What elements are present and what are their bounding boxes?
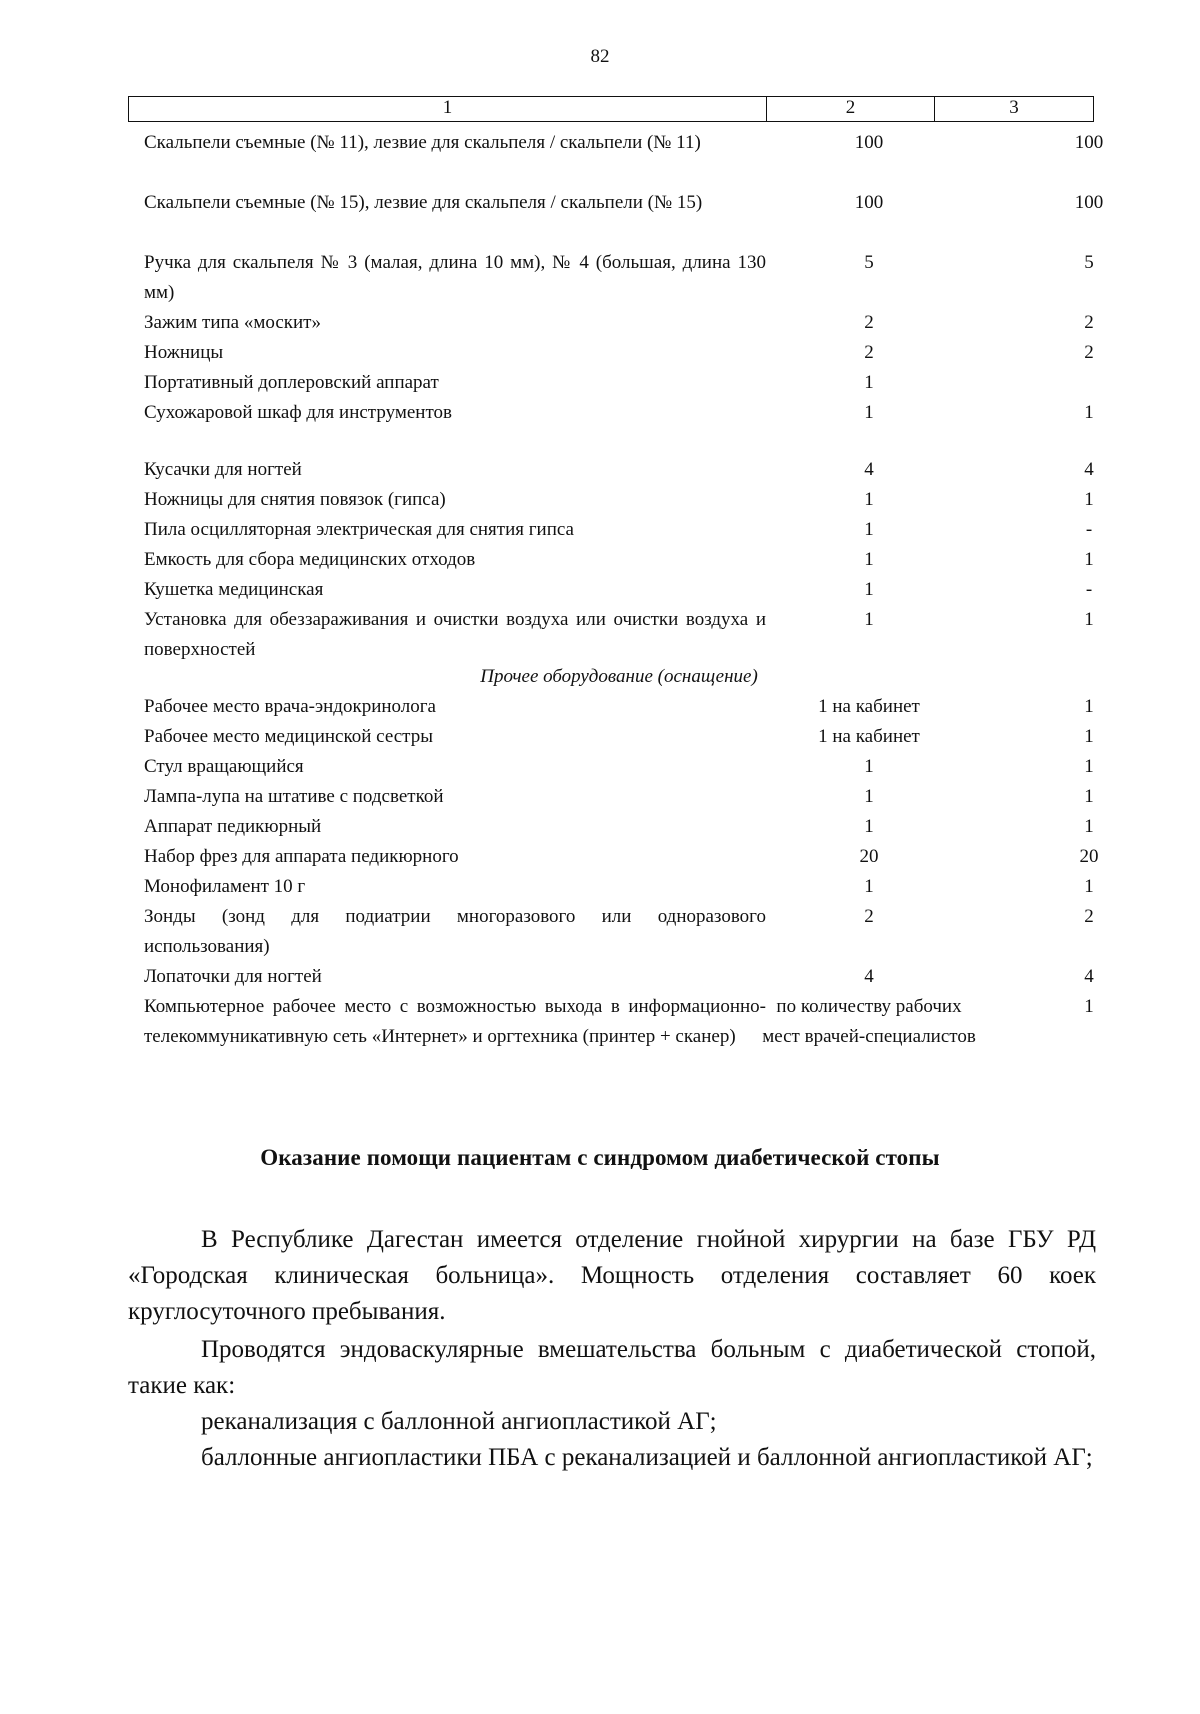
item-name: Сухожаровой шкаф для инструментов [144,402,452,423]
item-qty-col3: 1 [1084,786,1094,807]
item-name: Лопаточки для ногтей [144,966,322,987]
item-qty-col3: 100 [1074,192,1104,213]
item-name: Емкость для сбора медицинских отходов [144,549,476,570]
paragraph: Проводятся эндоваскулярные вмешательства больным с диабетической стопой, такие как: [128,1336,1096,1399]
item-name: Рабочее место врача-эндокринолога [144,696,436,717]
item-qty-col3: 1 [1084,489,1094,510]
item-qty-col2: по количеству рабочих мест врачей-специалистов [762,996,976,1047]
item-qty-col3: 1 [1084,726,1094,747]
item-name: Набор фрез для аппарата педикюрного [144,846,459,867]
item-name: Стул вращающийся [144,756,304,777]
paragraph: В Республике Дагестан имеется отделение гнойной хирургии на базе ГБУ РД «Городская клиническая больница». Мощность отделения составляет 60 коек круглосуточного пребывания. [128,1226,1096,1325]
item-name: Установка для обеззараживания и очистки воздуха или очистки воздуха и поверхностей [144,609,766,660]
item-name: Ножницы для снятия повязок (гипса) [144,489,446,510]
item-qty-col3: 1 [1084,876,1094,897]
item-name: Ножницы [144,342,224,363]
item-name: Аппарат педикюрный [144,816,322,837]
item-qty-col3: 2 [1084,906,1094,927]
item-name: Скальпели съемные (№ 15), лезвие для скальпеля / скальпели (№ 15) [144,192,703,213]
item-qty-col2: 2 [864,342,874,363]
item-qty-col2: 100 [854,192,884,213]
item-qty-col2: 2 [864,312,874,333]
item-qty-col3: 2 [1084,342,1094,363]
column-header-3: 3 [1009,97,1019,118]
item-name: Кусачки для ногтей [144,459,302,480]
paragraph: реканализация с баллонной ангиопластикой АГ; [201,1408,717,1435]
item-qty-col2: 4 [864,966,874,987]
item-qty-col3: 1 [1084,696,1094,717]
item-name: Пила осцилляторная электрическая для снятия гипса [144,519,574,540]
item-qty-col2: 2 [864,906,874,927]
item-qty-col3: 1 [1084,996,1094,1017]
item-qty-col2: 20 [859,846,879,867]
item-qty-col2: 5 [864,252,874,273]
item-qty-col3: 100 [1074,132,1104,153]
item-qty-col2: 1 на кабинет [818,696,920,717]
item-name: Зонды (зонд для подиатрии многоразового или одноразового использования) [144,906,766,957]
item-qty-col3: 20 [1079,846,1099,867]
item-qty-col3: 2 [1084,312,1094,333]
item-qty-col2: 1 на кабинет [818,726,920,747]
item-qty-col3: - [1085,519,1093,540]
paragraph: баллонные ангиопластики ПБА с реканализацией и баллонной ангиопластикой АГ; [201,1444,1093,1471]
item-qty-col2: 100 [854,132,884,153]
table-header-row [128,96,1094,122]
table-section-title: Прочее оборудование (оснащение) [480,666,758,687]
item-qty-col3: 4 [1084,966,1094,987]
item-name: Зажим типа «москит» [144,312,321,333]
item-qty-col2: 1 [864,579,874,600]
item-qty-col3: 4 [1084,459,1094,480]
item-name: Лампа-лупа на штативе с подсветкой [144,786,444,807]
item-name: Портативный доплеровский аппарат [144,372,439,393]
item-name: Рабочее место медицинской сестры [144,726,433,747]
item-qty-col2: 1 [864,609,874,630]
item-name: Ручка для скальпеля № 3 (малая, длина 10 мм), № 4 (большая, длина 130 мм) [144,252,766,303]
item-name: Монофиламент 10 г [144,876,306,897]
item-qty-col3: 1 [1084,609,1094,630]
section-heading: Оказание помощи пациентам с синдромом диабетической стопы [260,1145,940,1170]
item-qty-col2: 1 [864,549,874,570]
item-qty-col2: 1 [864,786,874,807]
item-qty-col2: 1 [864,372,874,393]
item-qty-col2: 1 [864,402,874,423]
item-name: Скальпели съемные (№ 11), лезвие для скальпеля / скальпели (№ 11) [144,132,701,153]
item-name: Компьютерное рабочее место с возможностью выхода в информационно-телекоммуникативную сеть «Интернет» и оргтехника (принтер + сканер) [144,996,766,1047]
item-qty-col2: 1 [864,816,874,837]
item-name: Кушетка медицинская [144,579,324,600]
item-qty-col2: 1 [864,519,874,540]
item-qty-col2: 4 [864,459,874,480]
column-header-2: 2 [767,97,935,121]
item-qty-col2: 1 [864,756,874,777]
item-qty-col3: 1 [1084,816,1094,837]
item-qty-col3: 1 [1084,756,1094,777]
item-qty-col3: 5 [1084,252,1094,273]
page-number: 82 [590,46,610,67]
item-qty-col2: 1 [864,876,874,897]
column-header-1: 1 [129,97,767,121]
item-qty-col3: 1 [1084,549,1094,570]
item-qty-col2: 1 [864,489,874,510]
item-qty-col3: - [1085,579,1093,600]
item-qty-col3: 1 [1084,402,1094,423]
